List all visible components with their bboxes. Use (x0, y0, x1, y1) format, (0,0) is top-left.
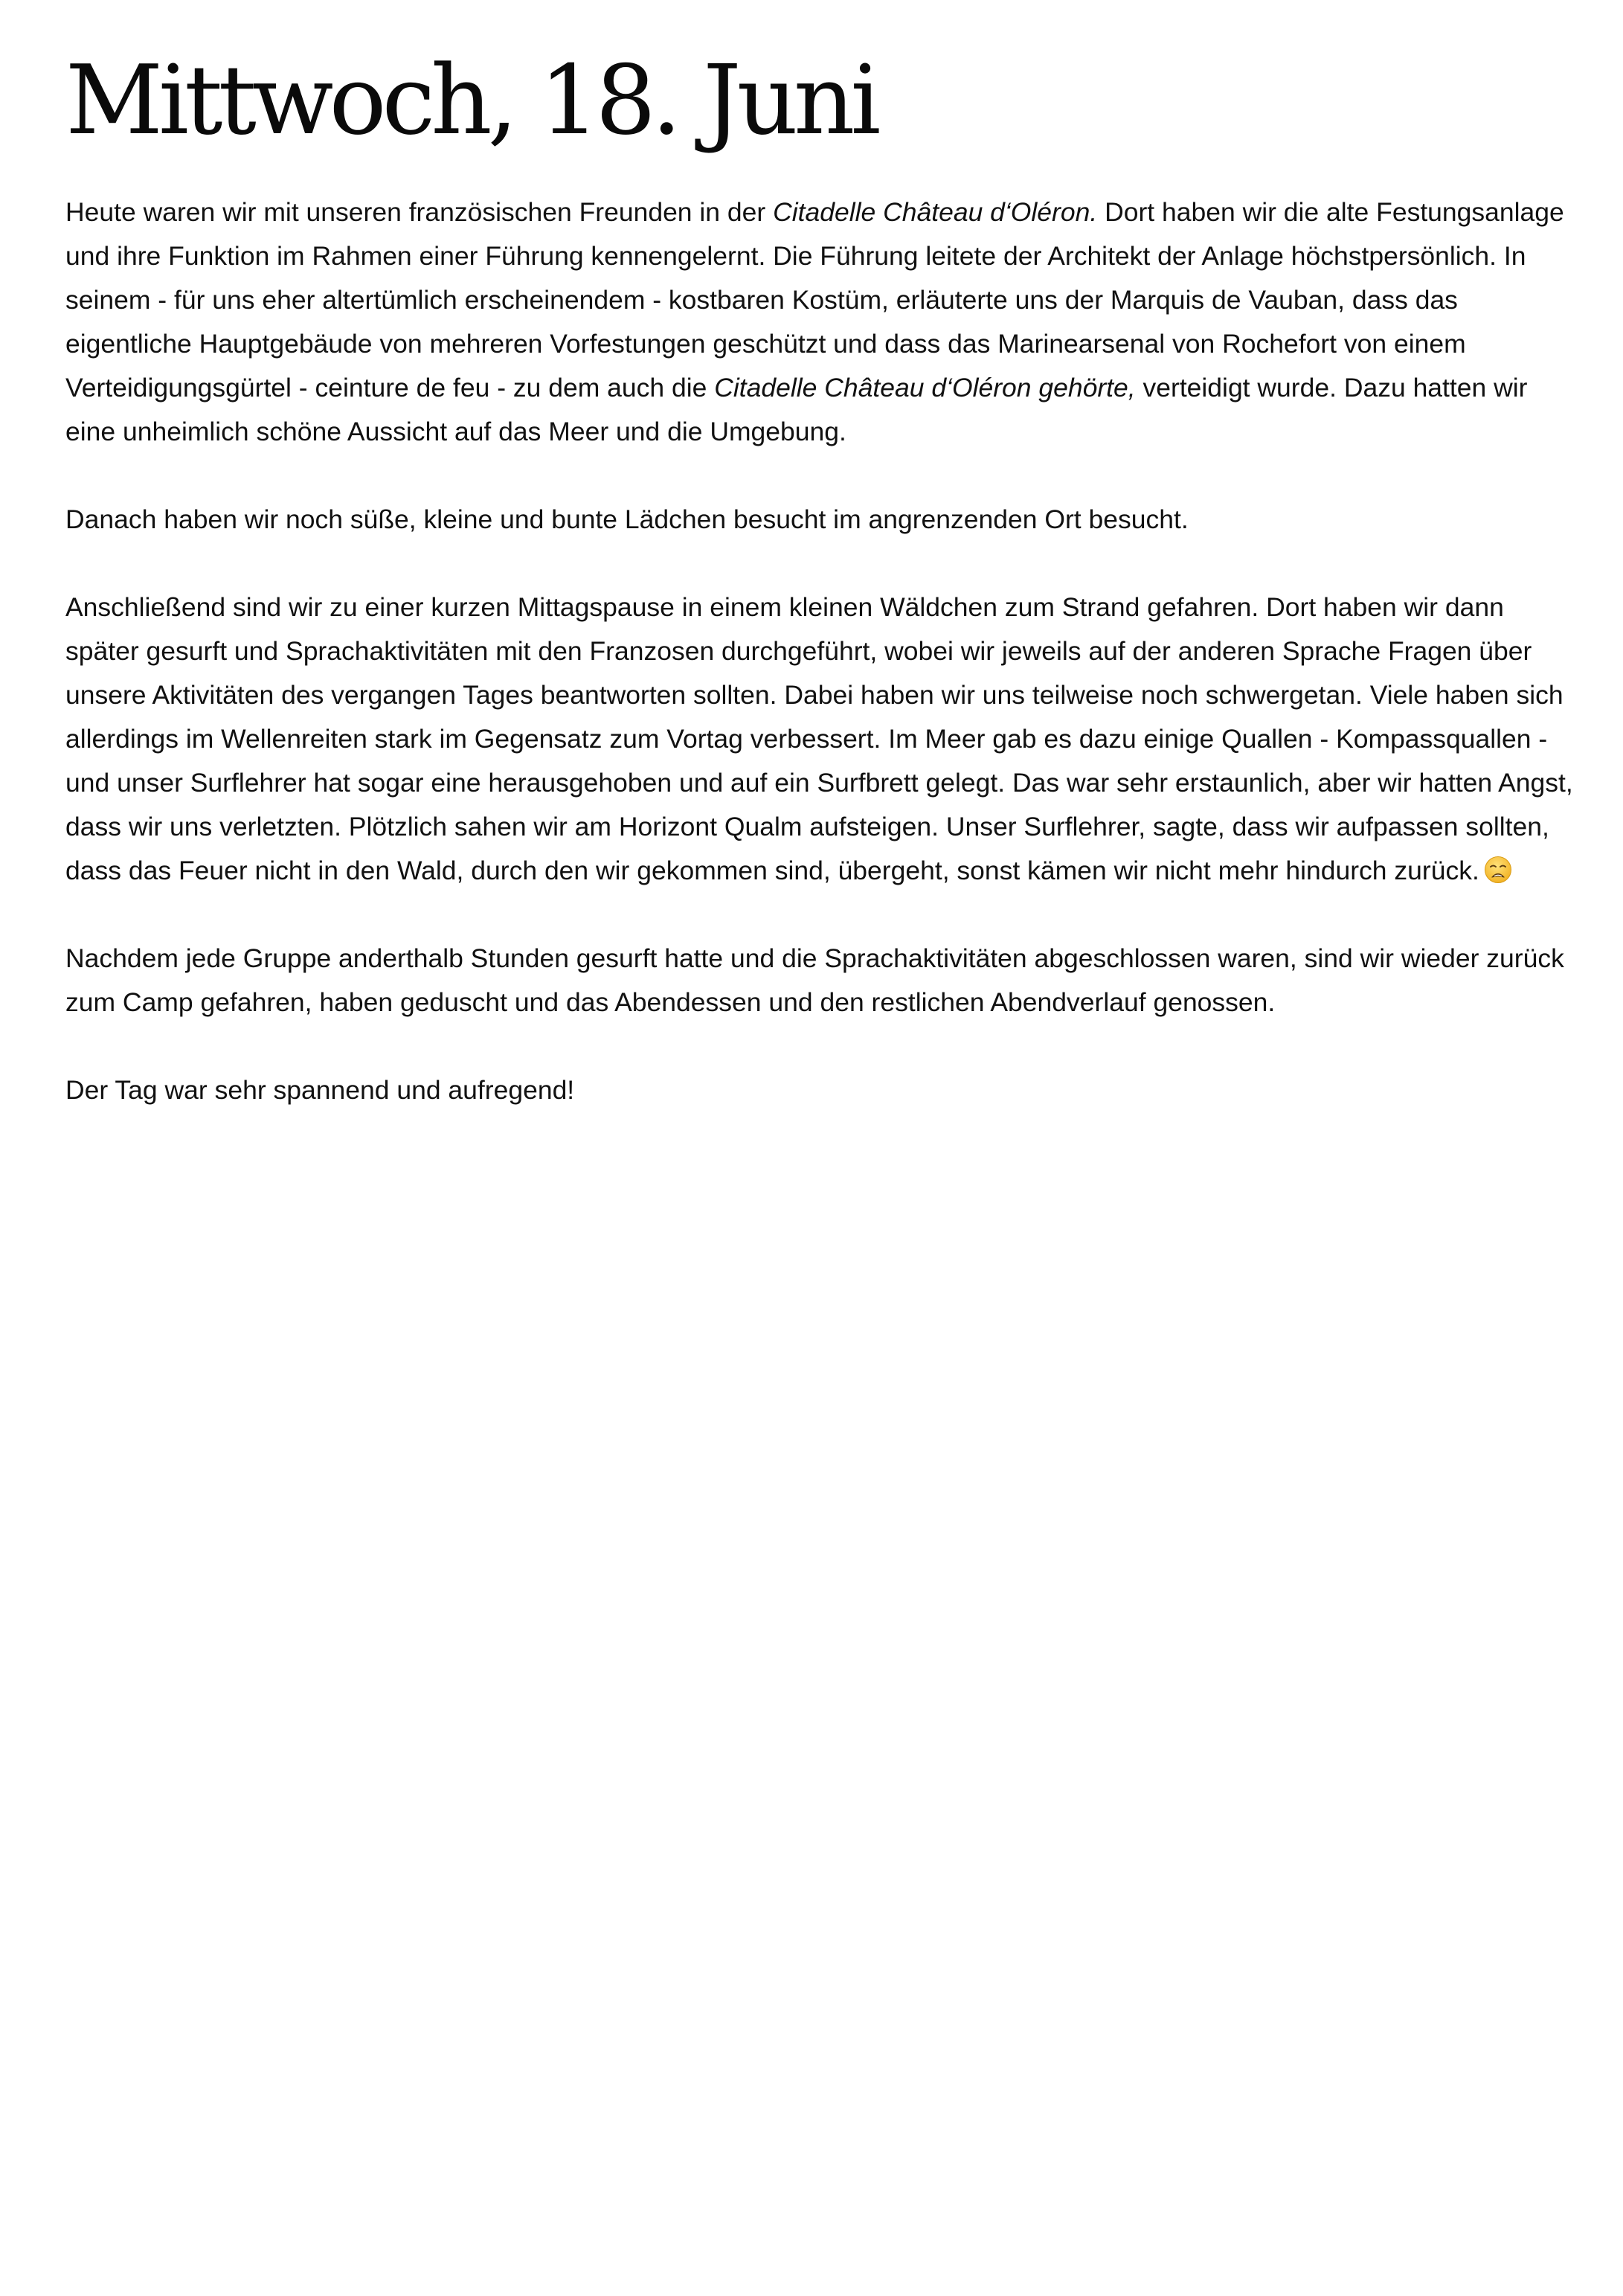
paragraph-text: Anschließend sind wir zu einer kurzen Mittagspause in einem kleinen Wäldchen zum Strand gefahren. Dort haben wir dann später gesurft und Sprachaktivitäten mit den Franzosen durchgeführt, wobei wir jeweils auf der anderen Sprache Fragen über unsere Aktivitäten des vergangen Tages beantworten sollten. Dabei haben wir uns teilweise noch schwergetan. Viele haben sich allerdings im Wellenreiten stark im Gegensatz zum Vortag verbessert. Im Meer gab es dazu einige Quallen - Kompassquallen - und unser Surflehrer hat sogar eine herausgehoben und auf ein Surfbrett gelegt. Das war sehr erstaunlich, aber wir hatten Angst, dass wir uns verletzten. Plötzlich sahen wir am Horizont Qualm aufsteigen. Unser Surflehrer, sagte, dass wir aufpassen sollten, dass das Feuer nicht in den Wald, durch den wir gekommen sind, übergeht, sonst kämen wir nicht mehr hindurch zurück. (65, 592, 1573, 885)
paragraph-conclusion: Der Tag war sehr spannend und aufregend! (65, 1075, 575, 1105)
paragraph-text: Dort haben wir die alte Festungsanlage und ihre Funktion im Rahmen einer Führung kennengelernt. Die Führung leitete der Architekt der Anlage höchstpersönlich. In seinem - für uns eher altertümlich erscheinendem - kostbaren Kostüm, erläuterte uns der Marquis de Vauban, dass das eigentliche Hauptgebäude von mehreren Vorfestungen geschützt und dass das Marinearsenal von Rochefort von einem Verteidigungsgürtel - ceinture de feu - zu dem auch die (65, 197, 1564, 403)
paragraph-text: Heute waren wir mit unseren französischen Freunden in der (65, 197, 774, 227)
paragraph-surfing (65, 586, 1583, 893)
document-page (65, 42, 1583, 1156)
paragraph-text: verteidigt wurde. Dazu hatten wir eine unheimlich schöne Aussicht auf das Meer und die Umgebung. (65, 373, 1528, 446)
paragraph-return-camp: Nachdem jede Gruppe anderthalb Stunden gesurft hatte und die Sprachaktivitäten abgeschlossen waren, sind wir wieder zurück zum Camp gefahren, haben geduscht und das Abendessen und den restlichen Abendverlauf genossen. (65, 943, 1564, 1017)
page-title: Mittwoch, 18. Juni (65, 45, 877, 156)
weary-face-icon (1484, 856, 1512, 884)
paragraph-shops: Danach haben wir noch süße, kleine und bunte Lädchen besucht im angrenzenden Ort besucht. (65, 504, 1189, 534)
paragraph-citadelle (65, 190, 1583, 454)
place-name: Citadelle Château d‘Oléron. (773, 197, 1098, 227)
place-name: Citadelle Château d‘Oléron gehörte, (714, 373, 1136, 403)
